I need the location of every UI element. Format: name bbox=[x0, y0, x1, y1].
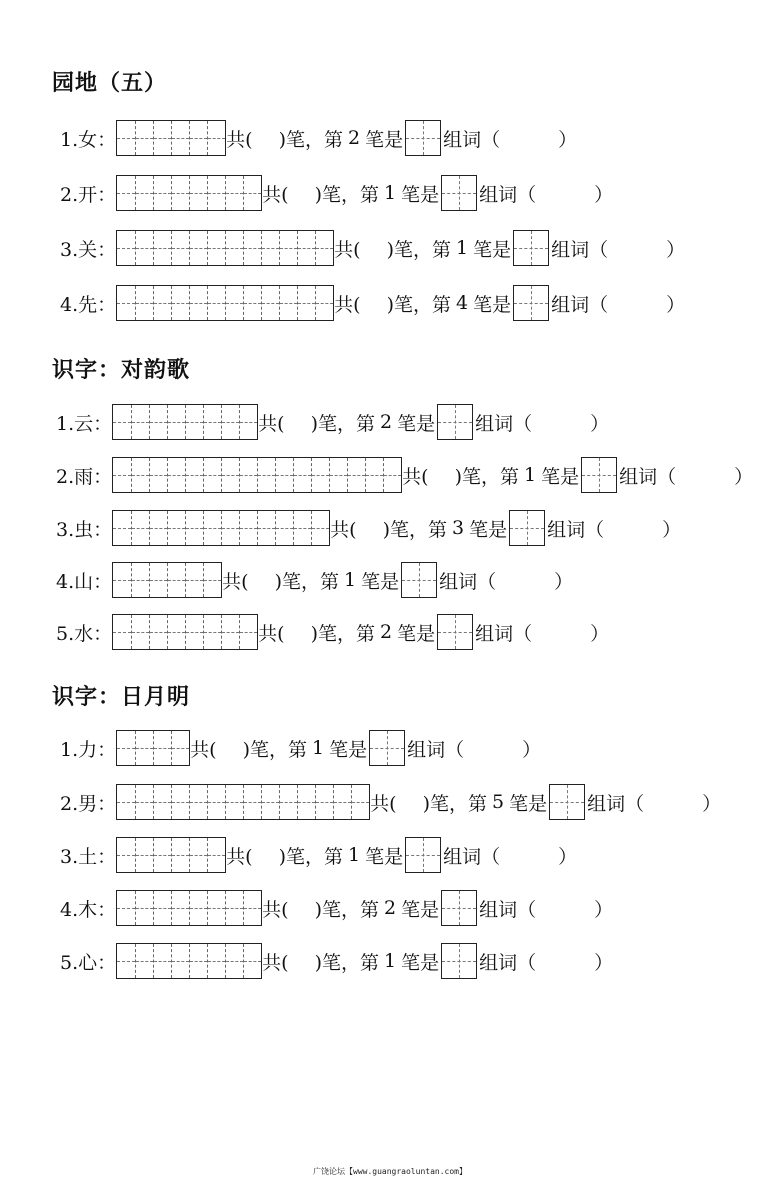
gong-text: 共( bbox=[262, 951, 289, 974]
close-paren: ） bbox=[558, 845, 578, 868]
gong-text: 共( bbox=[226, 128, 253, 151]
grid-cell bbox=[153, 891, 171, 925]
stroke-number: 3 bbox=[451, 517, 465, 539]
grid-cell bbox=[117, 891, 135, 925]
grid-cell bbox=[135, 944, 153, 978]
character-label: 5.水： bbox=[56, 622, 113, 645]
grid-cell bbox=[153, 176, 171, 210]
stroke-number: 1 bbox=[383, 182, 397, 204]
grid-cell bbox=[171, 176, 189, 210]
grid-cell bbox=[221, 615, 239, 649]
grid-cell bbox=[221, 511, 239, 545]
gong-text: 共( bbox=[262, 183, 289, 206]
grid-cell bbox=[189, 121, 207, 155]
grid-cell bbox=[153, 121, 171, 155]
bi-shi-text: 笔是 bbox=[509, 792, 548, 815]
grid-cell bbox=[149, 563, 167, 597]
gong-text: 共( bbox=[262, 898, 289, 921]
grid-cell bbox=[221, 458, 239, 492]
stroke-number: 5 bbox=[491, 791, 505, 813]
grid-cell bbox=[203, 615, 221, 649]
grid-cell bbox=[225, 176, 243, 210]
zuci-text: 组词（ bbox=[551, 293, 609, 316]
grid-cell bbox=[315, 785, 333, 819]
grid-cell bbox=[207, 785, 225, 819]
grid-cell bbox=[153, 944, 171, 978]
tian-grid-box[interactable] bbox=[513, 230, 549, 266]
grid-cell bbox=[279, 231, 297, 265]
grid-cell bbox=[167, 458, 185, 492]
tian-grid-box[interactable] bbox=[513, 285, 549, 321]
close-paren: ） bbox=[662, 518, 682, 541]
gong-text: 共( bbox=[258, 622, 285, 645]
grid-cell bbox=[131, 405, 149, 439]
stroke-number: 1 bbox=[311, 737, 325, 759]
tian-grid-box[interactable] bbox=[405, 120, 441, 156]
grid-cell bbox=[311, 511, 329, 545]
grid-cell bbox=[131, 563, 149, 597]
exercise-row bbox=[60, 889, 613, 927]
grid-cell bbox=[189, 785, 207, 819]
bi-shi-text: 笔是 bbox=[541, 465, 580, 488]
bi-di-text: )笔，第 bbox=[242, 738, 307, 761]
bi-di-text: )笔，第 bbox=[386, 293, 451, 316]
bi-shi-text: 笔是 bbox=[397, 622, 436, 645]
grid-cell bbox=[113, 511, 131, 545]
stroke-order-grid[interactable] bbox=[116, 730, 190, 766]
close-paren: ） bbox=[702, 792, 722, 815]
grid-cell bbox=[243, 176, 261, 210]
zuci-text: 组词（ bbox=[479, 183, 537, 206]
zuci-text: 组词（ bbox=[443, 845, 501, 868]
character-label: 2.男： bbox=[60, 792, 117, 815]
grid-cell bbox=[117, 176, 135, 210]
bi-shi-text: 笔是 bbox=[469, 518, 508, 541]
gong-text: 共( bbox=[190, 738, 217, 761]
grid-cell bbox=[243, 286, 261, 320]
character-label: 3.土： bbox=[60, 845, 117, 868]
grid-cell bbox=[261, 286, 279, 320]
grid-cell bbox=[225, 785, 243, 819]
bi-di-text: )笔，第 bbox=[274, 570, 339, 593]
tian-grid-box[interactable] bbox=[581, 457, 617, 493]
grid-cell bbox=[171, 286, 189, 320]
tian-grid-box[interactable] bbox=[437, 404, 473, 440]
stroke-order-grid[interactable] bbox=[116, 943, 262, 979]
close-paren: ） bbox=[554, 570, 574, 593]
grid-cell bbox=[117, 231, 135, 265]
grid-cell bbox=[135, 176, 153, 210]
grid-cell bbox=[243, 891, 261, 925]
stroke-number: 1 bbox=[455, 237, 469, 259]
gong-text: 共( bbox=[334, 238, 361, 261]
grid-cell bbox=[243, 231, 261, 265]
tian-grid-box[interactable] bbox=[405, 837, 441, 873]
stroke-number: 4 bbox=[455, 292, 469, 314]
grid-cell bbox=[279, 785, 297, 819]
grid-cell bbox=[171, 731, 189, 765]
grid-cell bbox=[347, 458, 365, 492]
grid-cell bbox=[153, 785, 171, 819]
zuci-text: 组词（ bbox=[479, 898, 537, 921]
zuci-text: 组词（ bbox=[475, 412, 533, 435]
grid-cell bbox=[207, 231, 225, 265]
stroke-order-grid[interactable] bbox=[116, 285, 334, 321]
grid-cell bbox=[239, 458, 257, 492]
bi-di-text: )笔，第 bbox=[310, 622, 375, 645]
grid-cell bbox=[171, 785, 189, 819]
stroke-number: 1 bbox=[383, 950, 397, 972]
grid-cell bbox=[275, 458, 293, 492]
exercise-row bbox=[56, 403, 609, 441]
grid-cell bbox=[189, 286, 207, 320]
grid-cell bbox=[131, 511, 149, 545]
grid-cell bbox=[189, 944, 207, 978]
tian-grid-box[interactable] bbox=[441, 175, 477, 211]
grid-cell bbox=[207, 944, 225, 978]
grid-cell bbox=[221, 405, 239, 439]
grid-cell bbox=[117, 785, 135, 819]
bi-shi-text: 笔是 bbox=[473, 293, 512, 316]
zuci-text: 组词（ bbox=[443, 128, 501, 151]
bi-shi-text: 笔是 bbox=[365, 845, 404, 868]
grid-cell bbox=[149, 458, 167, 492]
exercise-row bbox=[60, 174, 613, 212]
grid-cell bbox=[167, 563, 185, 597]
grid-cell bbox=[243, 944, 261, 978]
bi-di-text: )笔，第 bbox=[278, 845, 343, 868]
grid-cell bbox=[275, 511, 293, 545]
grid-cell bbox=[225, 891, 243, 925]
gong-text: 共( bbox=[402, 465, 429, 488]
grid-cell bbox=[113, 563, 131, 597]
character-label: 4.先： bbox=[60, 293, 117, 316]
exercise-row bbox=[60, 836, 577, 874]
zuci-text: 组词（ bbox=[551, 238, 609, 261]
close-paren: ） bbox=[522, 738, 542, 761]
grid-cell bbox=[149, 405, 167, 439]
grid-cell bbox=[365, 458, 383, 492]
grid-cell bbox=[203, 458, 221, 492]
bi-di-text: )笔，第 bbox=[278, 128, 343, 151]
character-label: 3.关： bbox=[60, 238, 117, 261]
grid-cell bbox=[171, 838, 189, 872]
bi-di-text: )笔，第 bbox=[386, 238, 451, 261]
close-paren: ） bbox=[590, 412, 610, 435]
zuci-text: 组词（ bbox=[439, 570, 497, 593]
stroke-order-grid[interactable] bbox=[112, 510, 330, 546]
section-title: 识字：日月明 bbox=[52, 685, 191, 710]
grid-cell bbox=[135, 785, 153, 819]
grid-cell bbox=[257, 458, 275, 492]
grid-cell bbox=[117, 121, 135, 155]
character-label: 5.心： bbox=[60, 951, 117, 974]
bi-di-text: )笔，第 bbox=[382, 518, 447, 541]
grid-cell bbox=[135, 838, 153, 872]
exercise-row bbox=[60, 783, 721, 821]
stroke-order-grid[interactable] bbox=[116, 120, 226, 156]
gong-text: 共( bbox=[258, 412, 285, 435]
grid-cell bbox=[131, 458, 149, 492]
character-label: 2.开： bbox=[60, 183, 117, 206]
bi-shi-text: 笔是 bbox=[401, 898, 440, 921]
grid-cell bbox=[171, 121, 189, 155]
grid-cell bbox=[293, 458, 311, 492]
grid-cell bbox=[113, 458, 131, 492]
tian-grid-box[interactable] bbox=[441, 890, 477, 926]
grid-cell bbox=[185, 511, 203, 545]
grid-cell bbox=[131, 615, 149, 649]
bi-shi-text: 笔是 bbox=[365, 128, 404, 151]
grid-cell bbox=[225, 944, 243, 978]
grid-cell bbox=[293, 511, 311, 545]
grid-cell bbox=[171, 891, 189, 925]
grid-cell bbox=[135, 231, 153, 265]
stroke-number: 1 bbox=[347, 844, 361, 866]
character-label: 1.云： bbox=[56, 412, 113, 435]
grid-cell bbox=[239, 511, 257, 545]
character-label: 4.山： bbox=[56, 570, 113, 593]
close-paren: ） bbox=[558, 128, 578, 151]
gong-text: 共( bbox=[334, 293, 361, 316]
grid-cell bbox=[185, 615, 203, 649]
close-paren: ） bbox=[594, 183, 614, 206]
grid-cell bbox=[207, 176, 225, 210]
grid-cell bbox=[383, 458, 401, 492]
tian-grid-box[interactable] bbox=[441, 943, 477, 979]
exercise-row bbox=[56, 509, 681, 547]
grid-cell bbox=[333, 785, 351, 819]
stroke-order-grid[interactable] bbox=[112, 404, 258, 440]
character-label: 1.力： bbox=[60, 738, 117, 761]
section-title: 园地（五） bbox=[52, 71, 168, 96]
grid-cell bbox=[203, 511, 221, 545]
stroke-order-grid[interactable] bbox=[112, 614, 258, 650]
grid-cell bbox=[185, 458, 203, 492]
grid-cell bbox=[225, 231, 243, 265]
grid-cell bbox=[167, 405, 185, 439]
bi-di-text: )笔，第 bbox=[314, 898, 379, 921]
bi-di-text: )笔，第 bbox=[314, 183, 379, 206]
zuci-text: 组词（ bbox=[479, 951, 537, 974]
stroke-number: 1 bbox=[523, 464, 537, 486]
stroke-number: 1 bbox=[343, 569, 357, 591]
exercise-row bbox=[60, 942, 613, 980]
grid-cell bbox=[135, 286, 153, 320]
stroke-number: 2 bbox=[347, 127, 361, 149]
grid-cell bbox=[329, 458, 347, 492]
stroke-number: 2 bbox=[379, 621, 393, 643]
grid-cell bbox=[351, 785, 369, 819]
footer-watermark: 广饶论坛【www.guangraoluntan.com】 bbox=[313, 1167, 467, 1176]
grid-cell bbox=[135, 891, 153, 925]
grid-cell bbox=[117, 731, 135, 765]
stroke-number: 2 bbox=[379, 411, 393, 433]
zuci-text: 组词（ bbox=[407, 738, 465, 761]
grid-cell bbox=[225, 286, 243, 320]
gong-text: 共( bbox=[370, 792, 397, 815]
grid-cell bbox=[203, 563, 221, 597]
close-paren: ） bbox=[666, 238, 686, 261]
tian-grid-box[interactable] bbox=[437, 614, 473, 650]
grid-cell bbox=[117, 944, 135, 978]
grid-cell bbox=[261, 231, 279, 265]
close-paren: ） bbox=[590, 622, 610, 645]
grid-cell bbox=[207, 121, 225, 155]
exercise-row bbox=[60, 119, 577, 157]
stroke-order-grid[interactable] bbox=[116, 175, 262, 211]
stroke-order-grid[interactable] bbox=[116, 784, 370, 820]
grid-cell bbox=[297, 286, 315, 320]
character-label: 4.木： bbox=[60, 898, 117, 921]
stroke-order-grid[interactable] bbox=[116, 890, 262, 926]
gong-text: 共( bbox=[226, 845, 253, 868]
grid-cell bbox=[117, 286, 135, 320]
grid-cell bbox=[135, 121, 153, 155]
zuci-text: 组词（ bbox=[587, 792, 645, 815]
grid-cell bbox=[113, 615, 131, 649]
grid-cell bbox=[153, 838, 171, 872]
exercise-row bbox=[56, 613, 609, 651]
tian-grid-box[interactable] bbox=[549, 784, 585, 820]
grid-cell bbox=[257, 511, 275, 545]
exercise-row bbox=[60, 729, 541, 767]
grid-cell bbox=[207, 838, 225, 872]
bi-shi-text: 笔是 bbox=[329, 738, 368, 761]
exercise-row bbox=[56, 561, 573, 599]
grid-cell bbox=[239, 405, 257, 439]
grid-cell bbox=[243, 785, 261, 819]
grid-cell bbox=[167, 615, 185, 649]
grid-cell bbox=[185, 563, 203, 597]
zuci-text: 组词（ bbox=[619, 465, 677, 488]
stroke-order-grid[interactable] bbox=[116, 837, 226, 873]
grid-cell bbox=[153, 731, 171, 765]
grid-cell bbox=[261, 785, 279, 819]
bi-shi-text: 笔是 bbox=[473, 238, 512, 261]
bi-di-text: )笔，第 bbox=[454, 465, 519, 488]
grid-cell bbox=[113, 405, 131, 439]
close-paren: ） bbox=[734, 465, 754, 488]
grid-cell bbox=[189, 891, 207, 925]
bi-di-text: )笔，第 bbox=[422, 792, 487, 815]
bi-di-text: )笔，第 bbox=[314, 951, 379, 974]
character-label: 2.雨： bbox=[56, 465, 113, 488]
grid-cell bbox=[239, 615, 257, 649]
grid-cell bbox=[189, 176, 207, 210]
bi-di-text: )笔，第 bbox=[310, 412, 375, 435]
grid-cell bbox=[149, 615, 167, 649]
section-title: 识字：对韵歌 bbox=[52, 358, 191, 383]
grid-cell bbox=[185, 405, 203, 439]
close-paren: ） bbox=[594, 898, 614, 921]
close-paren: ） bbox=[594, 951, 614, 974]
exercise-row bbox=[60, 284, 685, 322]
zuci-text: 组词（ bbox=[547, 518, 605, 541]
grid-cell bbox=[117, 838, 135, 872]
grid-cell bbox=[315, 286, 333, 320]
stroke-order-grid[interactable] bbox=[112, 457, 402, 493]
bi-shi-text: 笔是 bbox=[401, 183, 440, 206]
grid-cell bbox=[189, 231, 207, 265]
zuci-text: 组词（ bbox=[475, 622, 533, 645]
exercise-row bbox=[56, 456, 753, 494]
grid-cell bbox=[153, 231, 171, 265]
grid-cell bbox=[297, 231, 315, 265]
bi-shi-text: 笔是 bbox=[401, 951, 440, 974]
grid-cell bbox=[207, 891, 225, 925]
tian-grid-box[interactable] bbox=[509, 510, 545, 546]
grid-cell bbox=[297, 785, 315, 819]
stroke-order-grid[interactable] bbox=[112, 562, 222, 598]
grid-cell bbox=[315, 231, 333, 265]
bi-shi-text: 笔是 bbox=[361, 570, 400, 593]
exercise-row bbox=[60, 229, 685, 267]
grid-cell bbox=[149, 511, 167, 545]
close-paren: ） bbox=[666, 293, 686, 316]
character-label: 3.虫： bbox=[56, 518, 113, 541]
tian-grid-box[interactable] bbox=[369, 730, 405, 766]
stroke-number: 2 bbox=[383, 897, 397, 919]
character-label: 1.女： bbox=[60, 128, 117, 151]
grid-cell bbox=[279, 286, 297, 320]
grid-cell bbox=[171, 944, 189, 978]
grid-cell bbox=[153, 286, 171, 320]
grid-cell bbox=[171, 231, 189, 265]
grid-cell bbox=[189, 838, 207, 872]
grid-cell bbox=[135, 731, 153, 765]
stroke-order-grid[interactable] bbox=[116, 230, 334, 266]
gong-text: 共( bbox=[222, 570, 249, 593]
grid-cell bbox=[203, 405, 221, 439]
grid-cell bbox=[311, 458, 329, 492]
tian-grid-box[interactable] bbox=[401, 562, 437, 598]
grid-cell bbox=[167, 511, 185, 545]
gong-text: 共( bbox=[330, 518, 357, 541]
bi-shi-text: 笔是 bbox=[397, 412, 436, 435]
grid-cell bbox=[207, 286, 225, 320]
